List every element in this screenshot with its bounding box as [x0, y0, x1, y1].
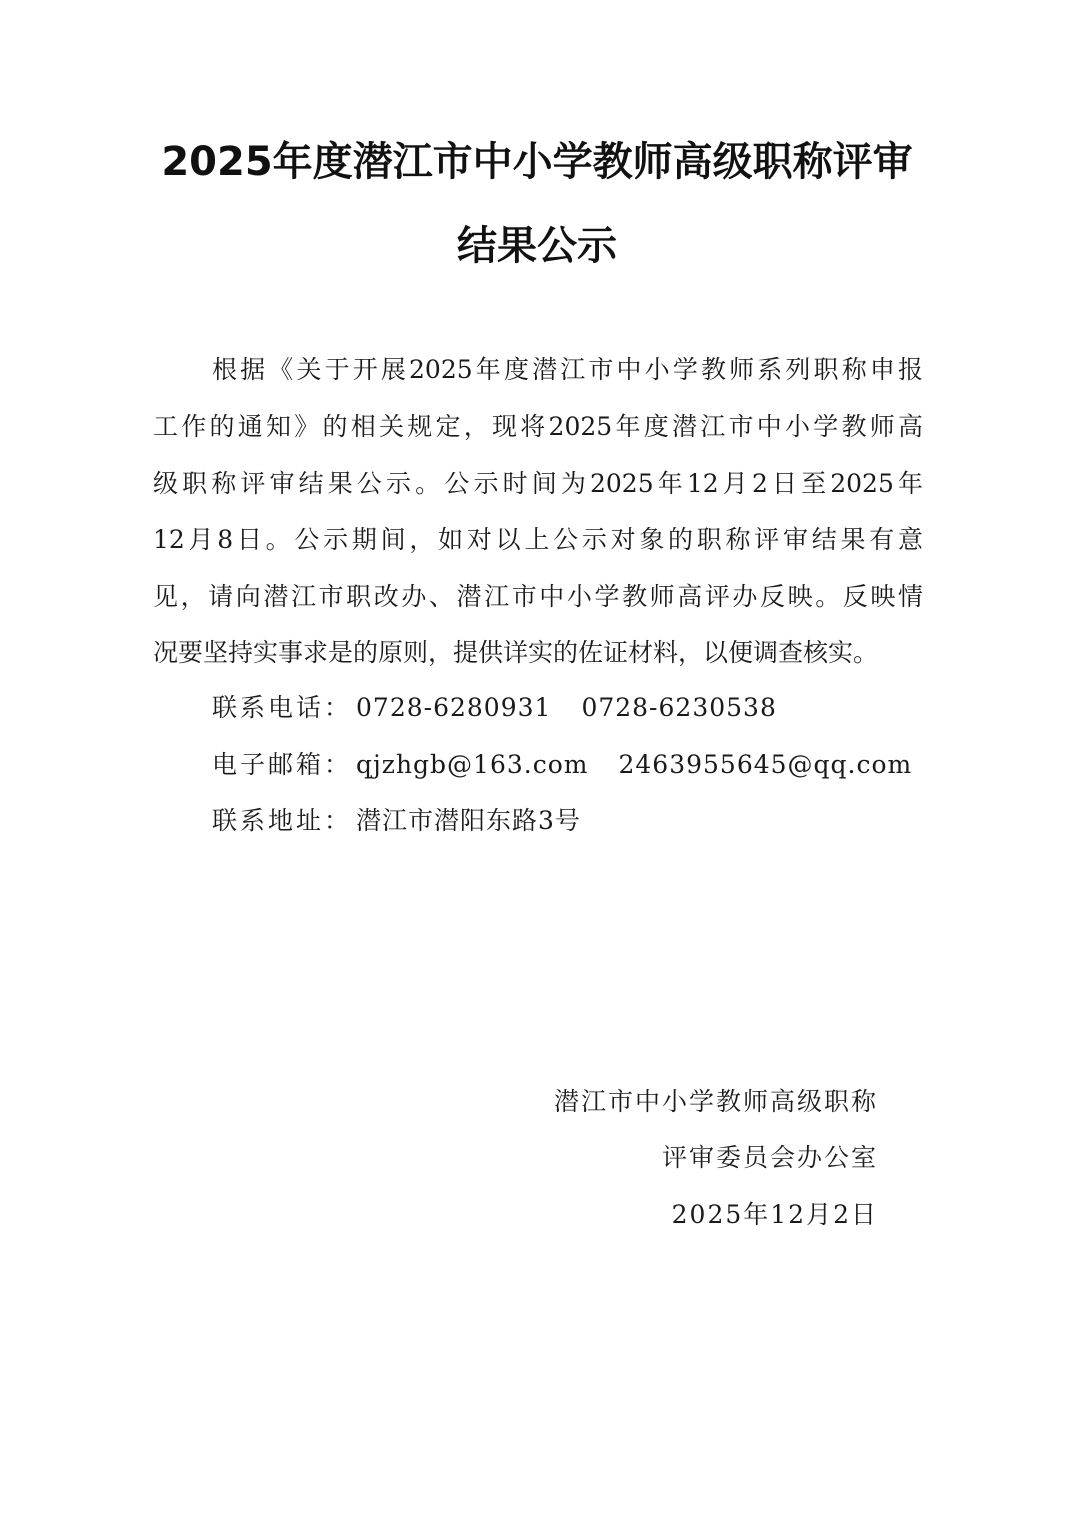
contact-email-row — [212, 747, 912, 783]
contact-address-row — [212, 803, 581, 839]
email-address-1: qjzhgb@163.com — [356, 750, 589, 779]
signature-date: 2025年12月2日 — [671, 1200, 878, 1229]
body-paragraph-line: 12月8日。公示期间，如对以上公示对象的职称评审结果有意 — [153, 525, 923, 554]
body-paragraph-line: 工作的通知》的相关规定，现将2025年度潜江市中小学教师高 — [153, 412, 923, 441]
phone-label: 联系电话： — [212, 693, 353, 722]
body-paragraph-line: 见，请向潜江市职改办、潜江市中小学教师高评办反映。反映情 — [153, 582, 923, 611]
phone-number-2: 0728-6230538 — [581, 693, 777, 722]
body-paragraph-line: 根据《关于开展2025年度潜江市中小学教师系列职称申报 — [212, 355, 923, 384]
body-paragraph-line: 级职称评审结果公示。公示时间为2025年12月2日至2025年 — [153, 469, 923, 498]
address-label: 联系地址： — [212, 806, 353, 835]
document-title-line-1: 2025年度潜江市中小学教师高级职称评审 — [161, 139, 913, 185]
body-paragraph-line: 况要坚持实事求是的原则，提供详实的佐证材料，以便调查核实。 — [153, 638, 879, 667]
email-label: 电子邮箱： — [212, 750, 353, 779]
document-title-line-2: 结果公示 — [457, 223, 617, 269]
address-value: 潜江市潜阳东路3号 — [356, 806, 581, 835]
contact-phone-row — [212, 690, 777, 726]
signature-org-line-2: 评审委员会办公室 — [661, 1143, 878, 1172]
email-address-2: 2463955645@qq.com — [618, 750, 913, 779]
phone-number-1: 0728-6280931 — [356, 693, 552, 722]
signature-org-line-1: 潜江市中小学教师高级职称 — [553, 1087, 878, 1116]
